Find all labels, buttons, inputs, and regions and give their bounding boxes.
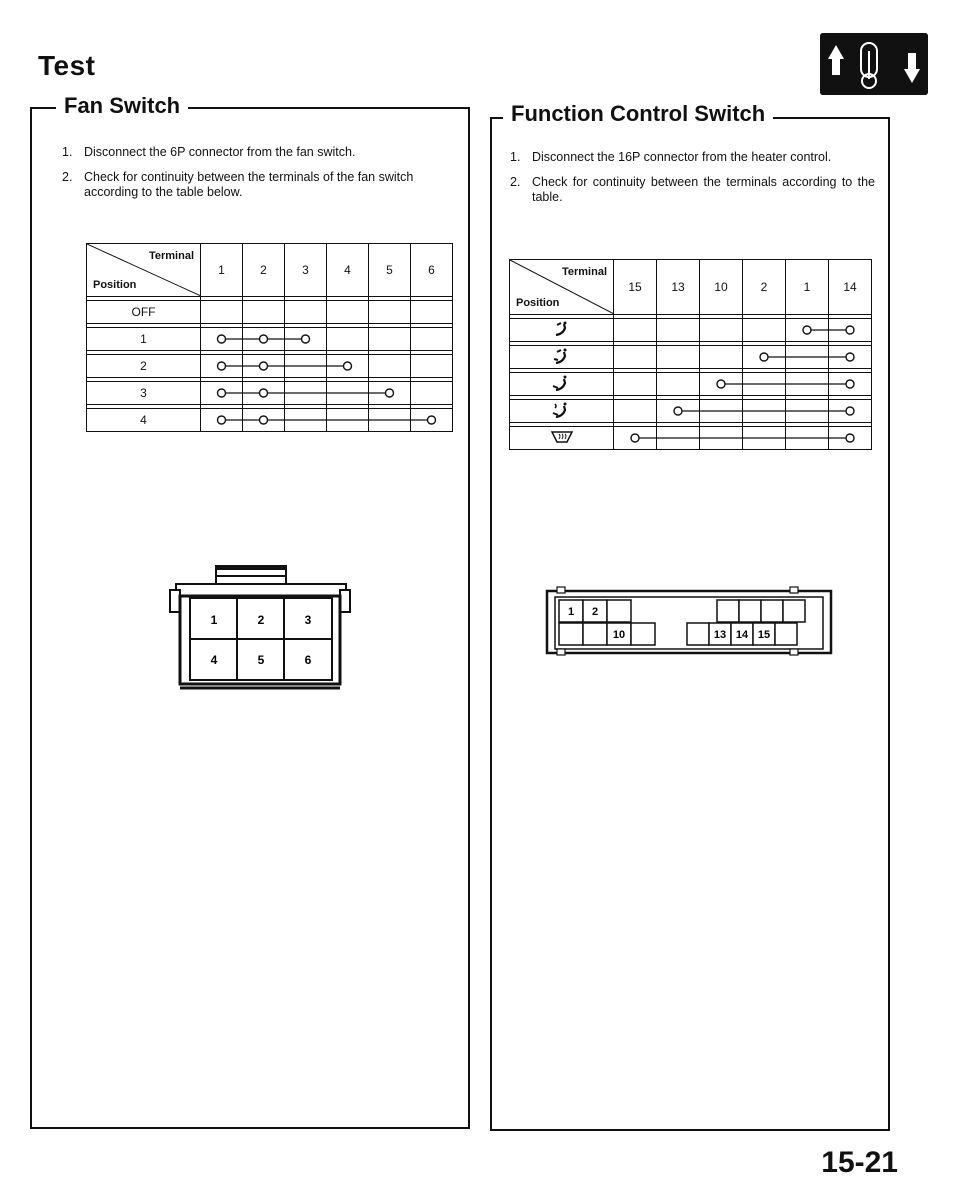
terminal-header-cell: 10 bbox=[700, 260, 743, 315]
terminal-header-cell: 14 bbox=[829, 260, 872, 315]
step-text: Check for continuity between the terminals of the fan switch according to the table below. bbox=[84, 170, 414, 199]
page-title: Test bbox=[38, 50, 96, 81]
fan-switch-step bbox=[62, 170, 457, 200]
connector-pin-label: 4 bbox=[210, 653, 218, 667]
bi-level-mode-icon bbox=[510, 346, 614, 369]
position-cell: 1 bbox=[87, 328, 201, 351]
fan-switch-title: Fan Switch bbox=[56, 93, 188, 119]
step-number: 2. bbox=[62, 170, 73, 184]
fan-switch-continuity-table bbox=[86, 243, 453, 432]
function-switch-step bbox=[510, 175, 875, 205]
terminal-header-cell: 5 bbox=[369, 244, 411, 297]
table-row bbox=[510, 427, 872, 450]
function-switch-title: Function Control Switch bbox=[503, 101, 773, 127]
heat-defrost-mode-icon bbox=[510, 400, 614, 423]
step-text: Disconnect the 6P connector from the fan switch. bbox=[84, 145, 356, 159]
table-row bbox=[87, 328, 453, 351]
connector-pin-label: 3 bbox=[304, 613, 312, 627]
terminal-header-cell: 1 bbox=[201, 244, 243, 297]
connector-pin-label: 6 bbox=[304, 653, 312, 667]
table-row bbox=[510, 319, 872, 342]
terminal-header-cell: 4 bbox=[327, 244, 369, 297]
terminal-header-cell: 1 bbox=[786, 260, 829, 315]
position-header: Position bbox=[93, 279, 137, 291]
table-row bbox=[87, 301, 453, 324]
defrost-mode-icon bbox=[510, 427, 614, 450]
table-corner-header bbox=[87, 244, 201, 297]
connector-pin-label: 2 bbox=[591, 606, 599, 618]
table-row bbox=[510, 373, 872, 396]
connector-pin-label: 13 bbox=[713, 629, 727, 641]
table-corner-header bbox=[510, 260, 614, 315]
position-cell: 4 bbox=[87, 409, 201, 432]
function-switch-step bbox=[510, 150, 875, 165]
position-header: Position bbox=[516, 297, 560, 309]
position-cell: OFF bbox=[87, 301, 201, 324]
function-switch-connector-diagram bbox=[545, 583, 835, 658]
connector-pin-label: 1 bbox=[567, 606, 575, 618]
heater-controls-icon bbox=[820, 33, 928, 95]
fan-switch-steps bbox=[62, 145, 457, 210]
function-switch-steps bbox=[510, 150, 875, 215]
step-text: Disconnect the 16P connector from the heater control. bbox=[532, 150, 832, 164]
table-row bbox=[87, 355, 453, 378]
terminal-header-cell: 3 bbox=[285, 244, 327, 297]
connector-pin-label: 1 bbox=[210, 613, 218, 627]
page-number: 15-21 bbox=[821, 1146, 898, 1179]
terminal-header-cell: 15 bbox=[614, 260, 657, 315]
terminal-header-cell: 13 bbox=[657, 260, 700, 315]
step-number: 1. bbox=[62, 145, 73, 159]
terminal-header-cell: 6 bbox=[411, 244, 453, 297]
terminal-header: Terminal bbox=[148, 250, 194, 262]
fan-switch-connector-diagram bbox=[168, 562, 353, 692]
terminal-header-cell: 2 bbox=[243, 244, 285, 297]
vent-mode-icon bbox=[510, 319, 614, 342]
heat-mode-icon bbox=[510, 373, 614, 396]
connector-pin-label: 2 bbox=[257, 613, 265, 627]
terminal-header-cell: 2 bbox=[743, 260, 786, 315]
position-cell: 3 bbox=[87, 382, 201, 405]
function-switch-continuity-table bbox=[509, 259, 872, 450]
connector-pin-label: 14 bbox=[735, 629, 749, 641]
connector-pin-label: 15 bbox=[757, 629, 771, 641]
step-number: 1. bbox=[510, 150, 521, 164]
connector-pin-label: 10 bbox=[612, 629, 626, 641]
position-cell: 2 bbox=[87, 355, 201, 378]
step-text: Check for continuity between the terminals according to the table. bbox=[532, 175, 875, 204]
table-row bbox=[510, 400, 872, 423]
step-number: 2. bbox=[510, 175, 521, 189]
table-row bbox=[87, 409, 453, 432]
connector-pin-label: 5 bbox=[257, 653, 265, 667]
table-row bbox=[87, 382, 453, 405]
terminal-header: Terminal bbox=[561, 266, 607, 278]
fan-switch-step bbox=[62, 145, 457, 160]
table-row bbox=[510, 346, 872, 369]
